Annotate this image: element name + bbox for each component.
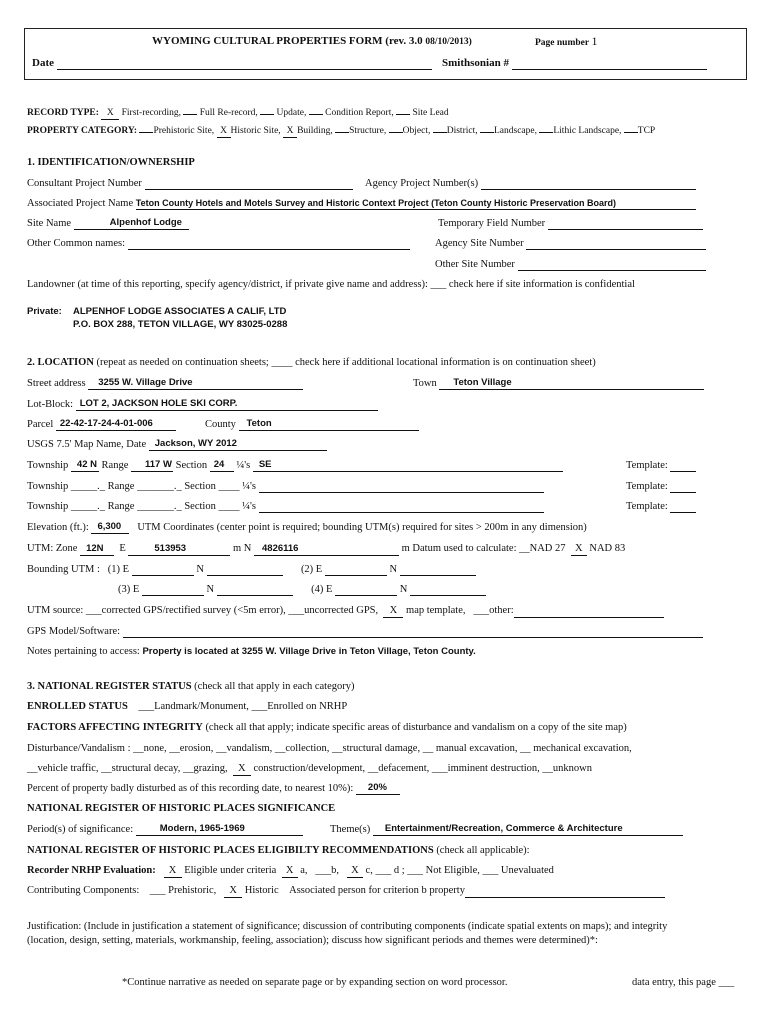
- category-check-6[interactable]: [433, 132, 447, 133]
- bounding-2-e[interactable]: [325, 564, 387, 576]
- page-number-label: Page number 1: [535, 34, 598, 48]
- percent-row: Percent of property badly disturbed as of this recording date, to nearest 10%): 20%: [27, 782, 400, 795]
- usgs-row: USGS 7.5' Map Name, Date Jackson, WY 2012: [27, 438, 327, 451]
- lot-block-field[interactable]: LOT 2, JACKSON HOLE SKI CORP.: [76, 398, 378, 411]
- owner-line-2: P.O. BOX 288, TETON VILLAGE, WY 83025-0288: [73, 319, 288, 330]
- category-check-1[interactable]: [139, 132, 153, 133]
- agency-site-field[interactable]: [526, 238, 706, 250]
- nrhp-significance-heading: NATIONAL REGISTER OF HISTORIC PLACES SIGNIFICANCE: [27, 803, 336, 814]
- section3-heading-row: 3. NATIONAL REGISTER STATUS (check all that apply in each category): [27, 681, 355, 692]
- date-field[interactable]: [57, 58, 432, 70]
- utm-row: UTM: Zone 12N E 513953 m N 4826116 m Datum used to calculate: __NAD 27 X NAD 83: [27, 543, 626, 554]
- contributing-row: Contributing Components: ___ Prehistoric, X Historic Associated person for criterion b property: [27, 884, 665, 898]
- consultant-field[interactable]: [145, 178, 353, 190]
- utm-other-field[interactable]: [514, 606, 664, 618]
- map-template-check[interactable]: X: [383, 605, 403, 618]
- percent-field[interactable]: 20%: [356, 782, 400, 795]
- bounding-2-n[interactable]: [400, 564, 476, 576]
- gps-row: GPS Model/Software:: [27, 625, 703, 638]
- justification-line-2: (location, design, setting, materials, workmanship, feeling, association); discuss how significant periods and themes were determined)*:: [27, 935, 598, 946]
- property-category-row: PROPERTY CATEGORY: Prehistoric Site, X Historic Site, X Building, Structure, Object, District, Landscape, Lithic Landscape, TCP: [27, 126, 656, 136]
- smithsonian-field[interactable]: [512, 58, 707, 70]
- agency-project-field[interactable]: [481, 178, 696, 190]
- themes-field[interactable]: Entertainment/Recreation, Commerce & Architecture: [373, 823, 683, 836]
- period-field[interactable]: Modern, 1965-1969: [136, 823, 303, 836]
- site-name-row: Site Name Alpenhof Lodge: [27, 217, 189, 230]
- quarter-sections-field-1[interactable]: SE: [253, 459, 563, 472]
- associated-project-row: Associated Project Name Teton County Hotels and Motels Survey and Historic Context Project (Teton County Historic Preservation Board): [27, 197, 696, 210]
- bounding-3-e[interactable]: [142, 584, 204, 596]
- temp-field-row: Temporary Field Number: [438, 217, 703, 230]
- bounding-3-n[interactable]: [217, 584, 293, 596]
- town-row: Town Teton Village: [413, 377, 704, 390]
- utm-source-row: UTM source: ___corrected GPS/rectified survey (<5m error), ___uncorrected GPS, X map template, ___other:: [27, 604, 664, 618]
- section-field-1[interactable]: 24: [210, 459, 234, 472]
- other-site-row: Other Site Number: [435, 258, 706, 271]
- factors-row: FACTORS AFFECTING INTEGRITY (check all that apply; indicate specific areas of disturbance and vandalism on a copy of the site map): [27, 722, 627, 733]
- other-names-row: Other Common names:: [27, 237, 410, 250]
- construction-check[interactable]: X: [233, 763, 251, 776]
- record-type-check-2[interactable]: [183, 114, 197, 115]
- other-site-field[interactable]: [518, 259, 706, 271]
- elevation-field[interactable]: 6,300: [91, 521, 129, 534]
- criteria-c-check[interactable]: X: [347, 865, 363, 878]
- recorder-eval-row: Recorder NRHP Evaluation: X Eligible under criteria X a, ___b, X c, ___ d ; ___ Not Eligible, ___ Unevaluated: [27, 865, 554, 876]
- landowner-text: Landowner (at time of this reporting, specify agency/district, if private give name and address): ___ check here if site information is confidential: [27, 279, 635, 290]
- category-check-7[interactable]: [480, 132, 494, 133]
- gps-field[interactable]: [123, 626, 703, 638]
- category-check-2[interactable]: X: [217, 125, 231, 138]
- eligibility-heading-row: NATIONAL REGISTER OF HISTORIC PLACES ELIGIBILTY RECOMMENDATIONS (check all applicable):: [27, 845, 530, 856]
- access-value[interactable]: Property is located at 3255 W. Village Drive in Teton Village, Teton County.: [142, 646, 476, 657]
- street-field[interactable]: 3255 W. Village Drive: [88, 377, 303, 390]
- justification-line-1: Justification: (Include in justification a statement of significance; discussion of contributing components (indicate spatial extents on maps); and integrity: [27, 921, 668, 932]
- section2-heading: 2. LOCATION: [27, 357, 94, 368]
- section2-heading-row: 2. LOCATION (repeat as needed on continuation sheets; ____ check here if additional locational information is on continuation sheet): [27, 357, 596, 368]
- criteria-a-check[interactable]: X: [282, 865, 298, 878]
- associated-person-field[interactable]: [465, 886, 665, 898]
- parcel-field[interactable]: 22-42-17-24-4-01-006: [56, 418, 176, 431]
- temp-field-input[interactable]: [548, 218, 703, 230]
- record-type-check-3[interactable]: [260, 114, 274, 115]
- associated-project-field[interactable]: Teton County Hotels and Motels Survey and Historic Context Project (Teton County Historic Preservation Board): [136, 197, 696, 210]
- access-row: Notes pertaining to access: Property is located at 3255 W. Village Drive in Teton Village, Teton County.: [27, 646, 476, 657]
- template-1: Template:: [626, 459, 696, 472]
- consultant-row: Consultant Project Number: [27, 177, 353, 190]
- template-field-1[interactable]: [670, 460, 696, 472]
- range-field-1[interactable]: 117 W: [131, 459, 173, 472]
- bounding-1-e[interactable]: [132, 564, 194, 576]
- township-row-1: Township 42 N Range 117 W Section 24 ¼'s SE: [27, 459, 563, 472]
- category-check-3[interactable]: X: [283, 125, 297, 138]
- parcel-row: Parcel 22-42-17-24-4-01-006: [27, 418, 176, 431]
- record-type-check-4[interactable]: [309, 114, 323, 115]
- category-check-8[interactable]: [539, 132, 553, 133]
- eligible-check[interactable]: X: [164, 865, 182, 878]
- bounding-row-2: (3) E N (4) E N: [118, 583, 486, 596]
- town-field[interactable]: Teton Village: [439, 377, 704, 390]
- quarter-sections-field-3[interactable]: [259, 501, 544, 513]
- bounding-4-n[interactable]: [410, 584, 486, 596]
- disturbance-row-2: __vehicle traffic, __structural decay, __grazing, X construction/development, __defacement, ___imminent destruction, __unknown: [27, 763, 593, 774]
- bounding-1-n[interactable]: [207, 564, 283, 576]
- street-row: Street address 3255 W. Village Drive: [27, 377, 303, 390]
- bounding-4-e[interactable]: [335, 584, 397, 596]
- private-label: Private:: [27, 306, 62, 317]
- agency-site-row: Agency Site Number: [435, 237, 706, 250]
- continue-note: *Continue narrative as needed on separate page or by expanding section on word processor.: [122, 977, 508, 988]
- quarter-sections-field-2[interactable]: [259, 481, 544, 493]
- enrolled-row: ENROLLED STATUS ___Landmark/Monument, ___Enrolled on NRHP: [27, 701, 348, 712]
- agency-project-row: Agency Project Number(s): [365, 177, 696, 190]
- utm-zone-field[interactable]: 12N: [80, 543, 114, 556]
- data-entry-note: data entry, this page ___: [632, 977, 735, 988]
- section1-heading: 1. IDENTIFICATION/OWNERSHIP: [27, 157, 195, 168]
- utm-easting-field[interactable]: 513953: [128, 543, 230, 556]
- themes-row: Theme(s) Entertainment/Recreation, Commerce & Architecture: [330, 823, 683, 836]
- owner-line-1: ALPENHOF LODGE ASSOCIATES A CALIF, LTD: [73, 306, 287, 317]
- record-type-row: RECORD TYPE: X First-recording, Full Re-record, Update, Condition Report, Site Lead: [27, 108, 449, 118]
- nad83-check[interactable]: X: [571, 543, 587, 556]
- template-3: Template:: [626, 500, 696, 513]
- county-row: County Teton: [205, 418, 419, 431]
- historic-check[interactable]: X: [224, 885, 242, 898]
- lot-block-row: Lot-Block: LOT 2, JACKSON HOLE SKI CORP.: [27, 398, 378, 411]
- section3-heading: 3. NATIONAL REGISTER STATUS: [27, 681, 192, 692]
- county-field[interactable]: Teton: [239, 418, 419, 431]
- category-check-4[interactable]: [335, 132, 349, 133]
- smithsonian-row: Smithsonian #: [442, 57, 707, 70]
- bounding-row-1: Bounding UTM : (1) E N (2) E N: [27, 563, 476, 576]
- template-field-2[interactable]: [670, 481, 696, 493]
- form-title: WYOMING CULTURAL PROPERTIES FORM (rev. 3.0 08/10/2013): [152, 35, 472, 47]
- date-row: Date: [32, 57, 432, 70]
- township-field-1[interactable]: 42 N: [71, 459, 99, 472]
- record-type-check-1[interactable]: X: [101, 107, 119, 120]
- utm-northing-field[interactable]: 4826116: [254, 543, 399, 556]
- template-2: Template:: [626, 480, 696, 493]
- usgs-field[interactable]: Jackson, WY 2012: [149, 438, 327, 451]
- category-check-9[interactable]: [624, 132, 638, 133]
- township-row-2: Township _____._ Range _______._ Section ____ ¼'s: [27, 480, 544, 493]
- township-row-3: Township _____._ Range _______._ Section ____ ¼'s: [27, 500, 544, 513]
- other-names-field[interactable]: [128, 238, 410, 250]
- site-name-field[interactable]: Alpenhof Lodge: [74, 217, 189, 230]
- elevation-row: Elevation (ft.): 6,300 UTM Coordinates (center point is required; bounding UTM(s) required for sites > 200m in any dimension): [27, 521, 587, 533]
- disturbance-row-1: Disturbance/Vandalism : __none, __erosion, __vandalism, __collection, __structural damage, __ manual excavation, __ mechanical excavation,: [27, 743, 632, 754]
- category-check-5[interactable]: [389, 132, 403, 133]
- record-type-check-5[interactable]: [396, 114, 410, 115]
- template-field-3[interactable]: [670, 501, 696, 513]
- period-row: Period(s) of significance: Modern, 1965-1969: [27, 823, 303, 836]
